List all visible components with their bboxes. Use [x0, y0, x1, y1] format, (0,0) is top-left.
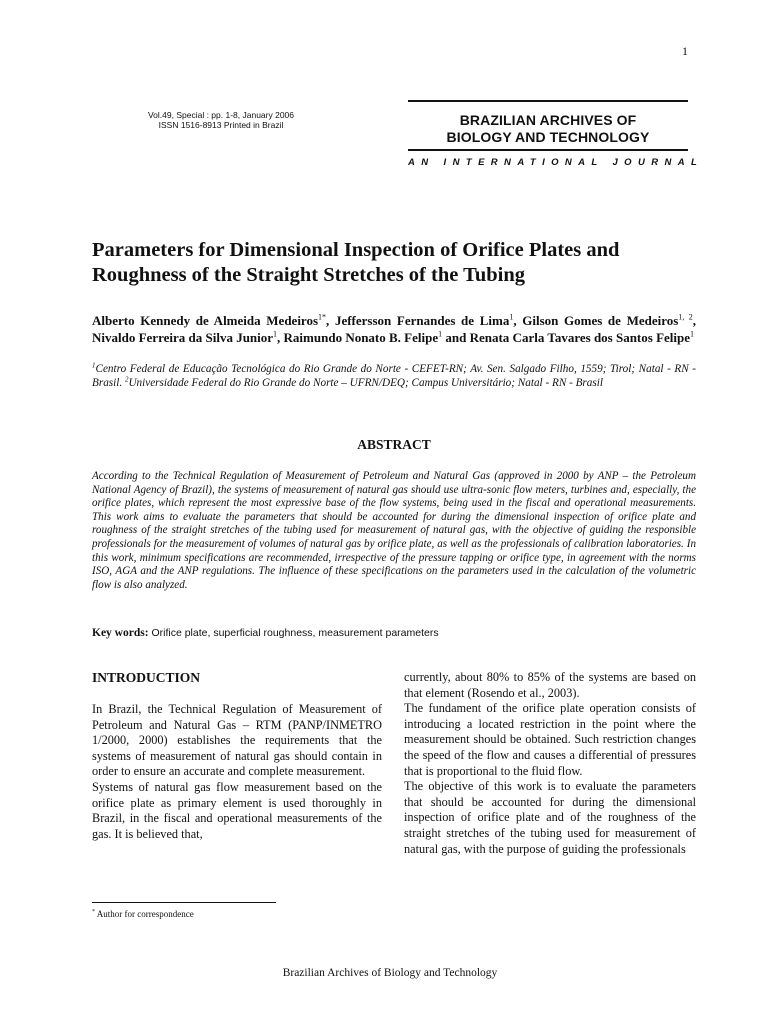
- keywords: [92, 626, 696, 640]
- introduction-heading: INTRODUCTION: [92, 670, 201, 685]
- keywords-label: Key words:: [92, 627, 149, 639]
- footnote: [92, 909, 194, 919]
- journal-subtitle: AN INTERNATIONAL JOURNAL: [408, 156, 704, 168]
- author-affiliation-marker: 1*: [318, 312, 327, 322]
- issn-line: ISSN 1516-8913 Printed in Brazil: [158, 120, 284, 130]
- affiliation-1: Centro Federal de Educação Tecnológica do Rio Grande do Norte - CEFET-RN; Av. Sen. Salgado Filho, 1559; Tirol; Natal - RN - Brasil.: [92, 363, 696, 389]
- page-footer: Brazilian Archives of Biology and Technology: [282, 967, 498, 979]
- author-name: Raimundo Nonato B. Felipe: [283, 330, 439, 345]
- author-affiliation-marker: 1: [273, 329, 278, 339]
- author-name: Jeffersson Fernandes de Lima: [334, 313, 510, 328]
- paragraph: Systems of natural gas flow measurement based on the orifice plate as primary element is used thoroughly in Brazil, in the fiscal and operational measurements of the gas. It is believed that,: [92, 779, 382, 841]
- paper-title: Parameters for Dimensional Inspection of Orifice Plates and Roughness of the Straight Stretches of the Tubing: [92, 239, 620, 286]
- author-separator: ,: [277, 330, 284, 345]
- author-affiliation-marker: 1: [509, 312, 514, 322]
- author-affiliation-marker: 1: [690, 329, 695, 339]
- affiliation-marker-2: 2: [124, 375, 129, 384]
- journal-title-line-1: BRAZILIAN ARCHIVES OF: [459, 112, 637, 128]
- author-separator: ,: [513, 313, 523, 328]
- paragraph: The fundament of the orifice plate operation consists of introducing a located restriction in the point where the measurement should be obtained. Such restriction changes the speed of the flow and causes a differential of pressures that is proportional to the fluid flow.: [404, 701, 696, 778]
- author-name: Renata Carla Tavares dos Santos Felipe: [469, 330, 691, 345]
- affiliations: [92, 362, 696, 390]
- author-separator: and: [442, 330, 470, 345]
- abstract-text: According to the Technical Regulation of Measurement of Petroleum and Natural Gas (approved in 2000 by ANP – the Petroleum National Agency of Brazil), the systems of measurement of natural gas should use ultra-sonic flow meters, turbines and, especially, the orifice plates, which represent the most expressive base of the flow systems, being used in the fiscal and operational measurements. This work aims to evaluate the parameters that should be accounted for during the dimensional inspection of orifice plate and roughness of the straight stretches of the tubing used for measurement of natural gas, with the objective of guiding the responsible professionals for the measurement of volumes of natural gas by orifice plate, as well as the professionals of calibration laboratories. In this work, minimum specifications are recommended, irrespective of the pressure tapping or orifice type, in agreement with the norms ISO, AGA and the ANP regulations. The influence of these specifications on the parameters used in the calculation of the volumetric flow is also analyzed.: [92, 470, 696, 591]
- abstract-heading: ABSTRACT: [357, 437, 431, 452]
- journal-header-bottom-rule: [408, 149, 688, 151]
- author-separator: ,: [326, 313, 335, 328]
- affiliation-marker-1: 1: [92, 361, 96, 370]
- author-affiliation-marker: 1: [438, 329, 443, 339]
- footnote-mark: *: [92, 909, 95, 915]
- author-name: Alberto Kennedy de Almeida Medeiros: [92, 313, 319, 328]
- volume-line: Vol.49, Special : pp. 1-8, January 2006: [147, 110, 294, 120]
- journal-header: [408, 100, 704, 168]
- author-affiliation-marker: 1, 2: [678, 312, 693, 322]
- footnote-rule: [92, 902, 276, 903]
- volume-info: [142, 110, 300, 130]
- footnote-text: Author for correspondence: [95, 909, 194, 919]
- author-name: Nivaldo Ferreira da Silva Junior: [92, 330, 274, 345]
- author-separator: ,: [692, 313, 696, 328]
- journal-title-line-2: BIOLOGY AND TECHNOLOGY: [446, 129, 650, 145]
- paragraph: In Brazil, the Technical Regulation of Measurement of Petroleum and Natural Gas – RTM (PANP/INMETRO 1/2000, 2000) establishes the requirements that the systems of measurement of natural gas should contain in order to ensure an accurate and complete measurement.: [92, 702, 382, 779]
- introduction-right-column: [404, 670, 696, 857]
- paragraph: The objective of this work is to evaluate the parameters that should be accounted for during the dimensional inspection of orifice plate and of the roughness of the straight stretches of the tubing used for measurement of natural gas, with the purpose of guiding the professionals: [404, 779, 696, 856]
- keywords-text: Orifice plate, superficial roughness, measurement parameters: [148, 627, 439, 639]
- paragraph: currently, about 80% to 85% of the systems are based on that element (Rosendo et al., 2003).: [404, 670, 696, 700]
- affiliation-2: Universidade Federal do Rio Grande do Norte – UFRN/DEQ; Campus Universitário; Natal - RN - Brasil: [128, 377, 603, 389]
- author-name: Gilson Gomes de Medeiros: [522, 313, 679, 328]
- journal-header-top-rule: [408, 100, 688, 102]
- introduction-left-column: [92, 702, 382, 842]
- page-number: 1: [682, 44, 688, 58]
- author-list: [92, 312, 696, 346]
